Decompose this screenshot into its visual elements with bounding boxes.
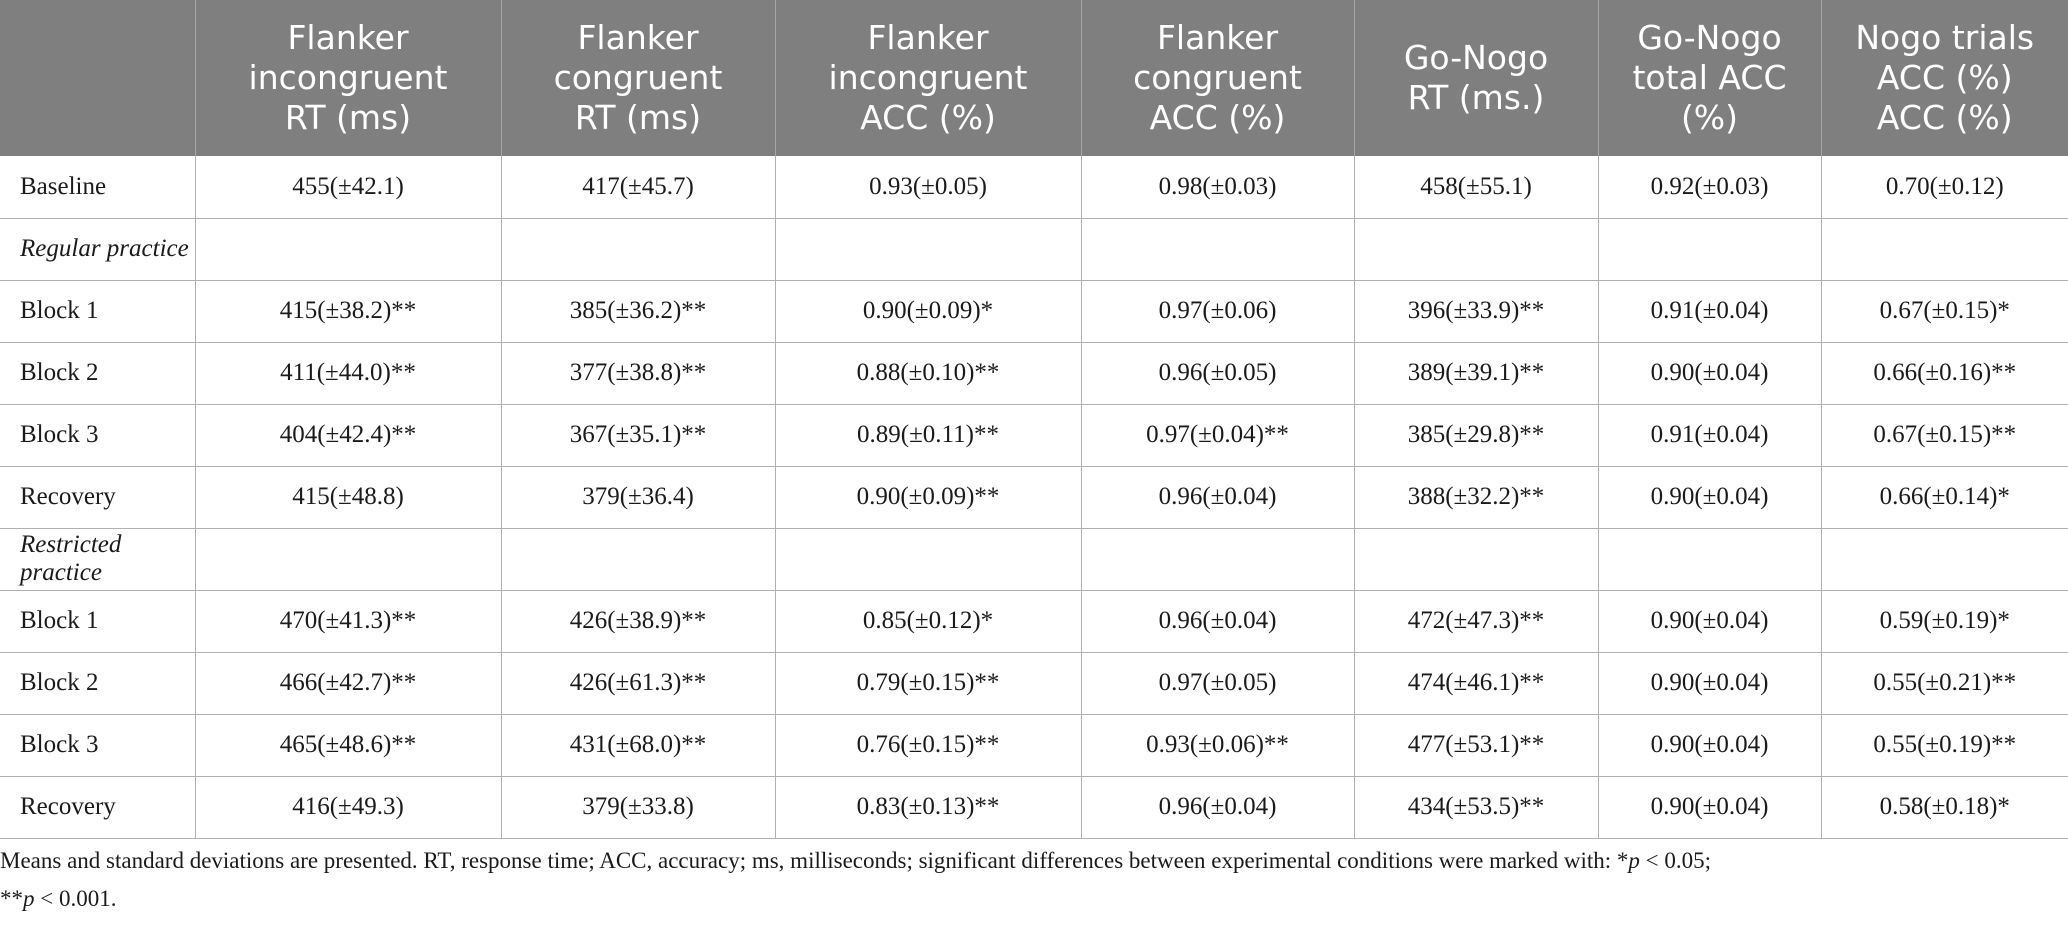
table-row [0,466,2068,528]
table-cell: 377(±38.8)** [501,342,775,404]
header-cell-condition [0,0,195,156]
table-cell: 0.90(±0.04) [1598,466,1821,528]
table-cell: 416(±49.3) [195,776,501,838]
table-cell [1821,218,2068,280]
table-cell: 385(±29.8)** [1354,404,1598,466]
row-label: Block 1 [0,280,195,342]
table-cell: 415(±48.8) [195,466,501,528]
row-label: Block 2 [0,342,195,404]
table-cell: 0.90(±0.09)** [775,466,1081,528]
table-row [0,590,2068,652]
table-cell [1354,528,1598,590]
footnote-threshold-2: < 0.001. [34,886,117,911]
table-cell: 0.55(±0.21)** [1821,652,2068,714]
table-cell [195,528,501,590]
table-cell [1081,218,1354,280]
table-cell: 0.79(±0.15)** [775,652,1081,714]
table-cell: 0.88(±0.10)** [775,342,1081,404]
section-row-regular-practice [0,218,2068,280]
table-cell: 0.93(±0.06)** [1081,714,1354,776]
table-cell: 389(±39.1)** [1354,342,1598,404]
table-cell: 417(±45.7) [501,156,775,218]
header-cell-flanker-congruent-rt: Flanker congruent RT (ms) [501,0,775,156]
header-cell-gonogo-total-acc: Go-Nogo total ACC (%) [1598,0,1821,156]
table-cell: 472(±47.3)** [1354,590,1598,652]
row-label: Recovery [0,776,195,838]
row-label: Baseline [0,156,195,218]
table-cell: 465(±48.6)** [195,714,501,776]
table-cell: 477(±53.1)** [1354,714,1598,776]
table-cell: 0.97(±0.06) [1081,280,1354,342]
table-cell: 0.67(±0.15)* [1821,280,2068,342]
header-cell-flanker-congruent-acc: Flanker congruent ACC (%) [1081,0,1354,156]
table-cell [1081,528,1354,590]
table-row [0,280,2068,342]
footnote-text: Means and standard deviations are presented. RT, response time; ACC, accuracy; ms, milliseconds; significant differences between experimental conditions were marked with: * [0,848,1629,873]
table-row [0,404,2068,466]
table-cell: 0.93(±0.05) [775,156,1081,218]
table-cell: 404(±42.4)** [195,404,501,466]
table-cell: 470(±41.3)** [195,590,501,652]
table-cell: 0.76(±0.15)** [775,714,1081,776]
table-cell: 0.92(±0.03) [1598,156,1821,218]
table-cell: 396(±33.9)** [1354,280,1598,342]
table-cell: 0.90(±0.04) [1598,342,1821,404]
row-label: Block 1 [0,590,195,652]
footnote-double-star: ** [0,886,23,911]
table-cell [501,218,775,280]
table-cell: 388(±32.2)** [1354,466,1598,528]
table-cell: 0.96(±0.05) [1081,342,1354,404]
row-label: Block 3 [0,404,195,466]
table-cell: 0.96(±0.04) [1081,776,1354,838]
table-cell: 0.90(±0.04) [1598,590,1821,652]
table-cell: 431(±68.0)** [501,714,775,776]
footnote-p-symbol: p [23,886,35,911]
table-row [0,714,2068,776]
table-cell: 0.97(±0.05) [1081,652,1354,714]
table-cell: 0.58(±0.18)* [1821,776,2068,838]
table-header [0,0,2068,156]
table-cell: 434(±53.5)** [1354,776,1598,838]
table-cell: 474(±46.1)** [1354,652,1598,714]
table-cell: 0.90(±0.09)* [775,280,1081,342]
table-footnote [0,842,2060,918]
table-cell [1821,528,2068,590]
table-body [0,156,2068,838]
table-cell [501,528,775,590]
footnote-threshold-1: < 0.05; [1639,848,1711,873]
table-cell: 426(±38.9)** [501,590,775,652]
table-cell: 0.67(±0.15)** [1821,404,2068,466]
table-cell [1598,528,1821,590]
table-cell: 385(±36.2)** [501,280,775,342]
section-row-restricted-practice [0,528,2068,590]
table-cell [775,528,1081,590]
header-cell-gonogo-rt: Go-Nogo RT (ms.) [1354,0,1598,156]
table-cell: 0.90(±0.04) [1598,714,1821,776]
table-cell: 379(±33.8) [501,776,775,838]
table-cell: 0.91(±0.04) [1598,280,1821,342]
table-cell: 0.91(±0.04) [1598,404,1821,466]
table-cell: 466(±42.7)** [195,652,501,714]
table-cell: 0.59(±0.19)* [1821,590,2068,652]
table-row [0,652,2068,714]
header-row [0,0,2068,156]
table-row-baseline [0,156,2068,218]
table-cell: 0.55(±0.19)** [1821,714,2068,776]
table-cell: 0.96(±0.04) [1081,466,1354,528]
table-cell: 379(±36.4) [501,466,775,528]
table-cell: 0.90(±0.04) [1598,776,1821,838]
section-label: Regular practice [0,218,195,280]
table-cell [775,218,1081,280]
table-cell: 0.97(±0.04)** [1081,404,1354,466]
table-cell: 0.90(±0.04) [1598,652,1821,714]
table-cell: 0.96(±0.04) [1081,590,1354,652]
table-cell: 458(±55.1) [1354,156,1598,218]
row-label: Recovery [0,466,195,528]
section-label: Restricted practice [0,528,195,590]
row-label: Block 3 [0,714,195,776]
table-cell: 0.66(±0.14)* [1821,466,2068,528]
table-cell: 455(±42.1) [195,156,501,218]
table-cell: 0.85(±0.12)* [775,590,1081,652]
table-cell: 0.83(±0.13)** [775,776,1081,838]
header-cell-nogo-trials-acc: Nogo trials ACC (%) ACC (%) [1821,0,2068,156]
table-cell: 426(±61.3)** [501,652,775,714]
table-cell: 411(±44.0)** [195,342,501,404]
table-cell: 0.89(±0.11)** [775,404,1081,466]
header-cell-flanker-incongruent-rt: Flanker incongruent RT (ms) [195,0,501,156]
table-cell: 0.66(±0.16)** [1821,342,2068,404]
row-label: Block 2 [0,652,195,714]
table-row [0,342,2068,404]
table-cell: 0.70(±0.12) [1821,156,2068,218]
table-cell [195,218,501,280]
table-cell: 0.98(±0.03) [1081,156,1354,218]
table-cell [1598,218,1821,280]
header-cell-flanker-incongruent-acc: Flanker incongruent ACC (%) [775,0,1081,156]
table-row [0,776,2068,838]
table-cell: 415(±38.2)** [195,280,501,342]
table-cell: 367(±35.1)** [501,404,775,466]
table-cell [1354,218,1598,280]
footnote-p-symbol: p [1628,848,1640,873]
